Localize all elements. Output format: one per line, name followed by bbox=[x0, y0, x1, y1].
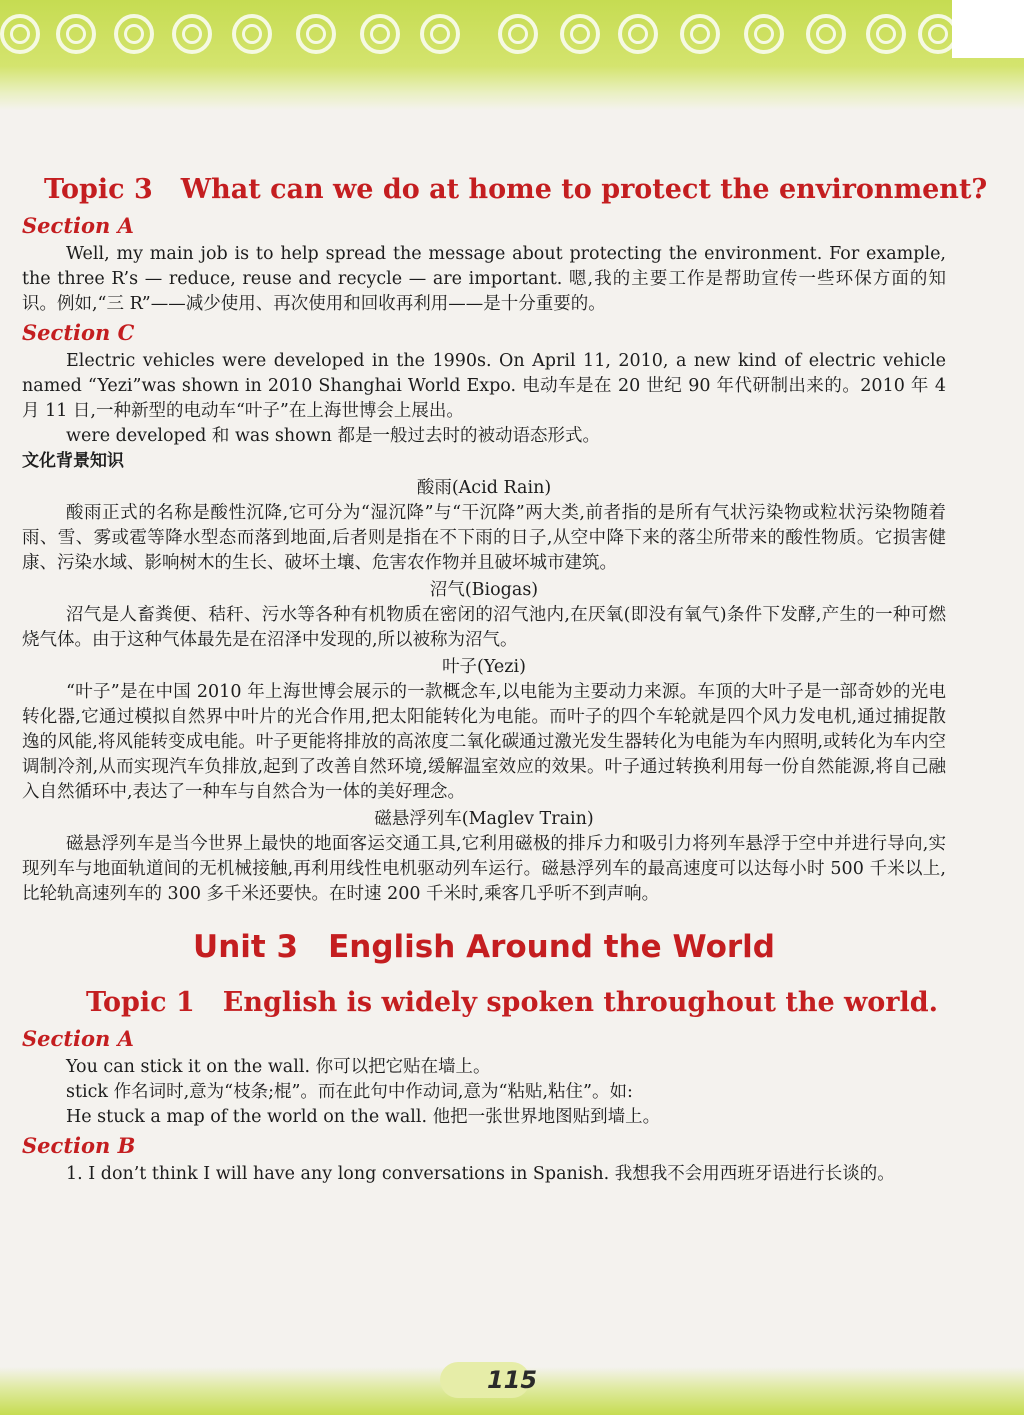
circle-decoration bbox=[744, 14, 784, 54]
circle-decoration bbox=[0, 14, 40, 54]
topic-1-heading bbox=[86, 983, 946, 1023]
topic-number: Topic 1 bbox=[86, 987, 195, 1018]
decorative-circles bbox=[0, 14, 960, 62]
section-b-label: Section B bbox=[22, 1133, 136, 1158]
section-b-line: 1. I don’t think I will have any long conversations in Spanish. 我想我不会用西班牙语进行长谈的。 bbox=[66, 1164, 895, 1184]
circle-decoration bbox=[498, 14, 538, 54]
acid-rain-text: 酸雨正式的名称是酸性沉降,它可分为“湿沉降”与“干沉降”两大类,前者指的是所有气状污染物或粒状污染物随着雨、雪、雾或雹等降水型态而落到地面,后者则是指在不下雨的日子,从空中降下来的落尘所带来的酸性物质。它损害健康、污染水域、影响树木的生长、破坏土壤、危害农作物并且破坏城市建筑。 bbox=[22, 503, 946, 573]
circle-decoration bbox=[114, 14, 154, 54]
section-a-line: You can stick it on the wall. 你可以把它贴在墙上。 bbox=[66, 1057, 491, 1077]
yezi-title: 叶子(Yezi) bbox=[442, 657, 526, 677]
circle-decoration bbox=[560, 14, 600, 54]
page-content bbox=[22, 170, 988, 1187]
top-decorative-band bbox=[0, 0, 1024, 110]
section-c-note: were developed 和 was shown 都是一般过去时的被动语态形式。 bbox=[66, 426, 600, 446]
circle-decoration bbox=[296, 14, 336, 54]
maglev-text: 磁悬浮列车是当今世界上最快的地面客运交通工具,它利用磁极的排斥力和吸引力将列车悬浮于空中并进行导向,实现列车与地面轨道间的无机械接触,再利用线性电机驱动列车运行。磁悬浮列车的最高速度可以达每小时 500 千米以上,比轮轨高速列车的 300 多千米还要快。在时速 200 千米时,乘客几乎听不到声响。 bbox=[22, 834, 946, 904]
corner-patch bbox=[952, 0, 1024, 58]
circle-decoration bbox=[618, 14, 658, 54]
topic-number: Topic 3 bbox=[44, 174, 153, 205]
circle-decoration bbox=[232, 14, 272, 54]
acid-rain-title: 酸雨(Acid Rain) bbox=[416, 478, 552, 498]
unit-3-heading bbox=[22, 925, 946, 969]
biogas-title: 沼气(Biogas) bbox=[429, 580, 539, 600]
circle-decoration bbox=[680, 14, 720, 54]
circle-decoration bbox=[420, 14, 460, 54]
yezi-text: “叶子”是在中国 2010 年上海世博会展示的一款概念车,以电能为主要动力来源。车顶的大叶子是一部奇妙的光电转化器,它通过模拟自然界中叶片的光合作用,把太阳能转化为电能。而叶子的四个车轮就是四个风力发电机,通过捕捉散逸的风能,将风能转变成电能。叶子更能将排放的高浓度二氧化碳通过激光发生器转化为电能为车内照明,或转化为车内空调制冷剂,从而实现汽车负排放,起到了改善自然环境,缓解温室效应的效果。叶子通过转换利用每一份自然能源,将自己融入自然循环中,表达了一种车与自然合为一体的美好理念。 bbox=[22, 682, 946, 802]
section-a-label: Section A bbox=[22, 213, 134, 238]
circle-decoration bbox=[806, 14, 846, 54]
biogas-text: 沼气是人畜粪便、秸秆、污水等各种有机物质在密闭的沼气池内,在厌氧(即没有氧气)条件下发酵,产生的一种可燃烧气体。由于这种气体最先是在沼泽中发现的,所以被称为沼气。 bbox=[22, 605, 946, 650]
topic-title: English is widely spoken throughout the world. bbox=[222, 987, 939, 1018]
unit-title: English Around the World bbox=[328, 929, 775, 965]
topic-title: What can we do at home to protect the environment? bbox=[180, 174, 988, 205]
culture-heading: 文化背景知识 bbox=[22, 451, 124, 471]
maglev-title: 磁悬浮列车(Maglev Train) bbox=[374, 809, 594, 829]
section-a-label: Section A bbox=[22, 1026, 134, 1051]
unit-number: Unit 3 bbox=[193, 929, 299, 965]
circle-decoration bbox=[172, 14, 212, 54]
section-c-paragraph: Electric vehicles were developed in the 1990s. On April 11, 2010, a new kind of electric vehicle named “Yezi”was shown in 2010 Shanghai World Expo. 电动车是在 20 世纪 90 年代研制出来的。2010 年 4 月 11 日,一种新型的电动车“叶子”在上海世博会上展出。 bbox=[22, 351, 946, 421]
section-a-line: He stuck a map of the world on the wall. 他把一张世界地图贴到墙上。 bbox=[66, 1107, 661, 1127]
topic-3-heading bbox=[44, 170, 988, 210]
circle-decoration bbox=[56, 14, 96, 54]
circle-decoration bbox=[360, 14, 400, 54]
section-c-label: Section C bbox=[22, 320, 135, 345]
section-a-paragraph: Well, my main job is to help spread the message about protecting the environment. For example, the three R’s — reduce, reuse and recycle — are important. 嗯,我的主要工作是帮助宣传一些环保方面的知识。例如,“三 R”——减少使用、再次使用和回收再利用——是十分重要的。 bbox=[22, 244, 946, 314]
section-a-line: stick 作名词时,意为“枝条;棍”。而在此句中作动词,意为“粘贴,粘住”。如: bbox=[66, 1082, 633, 1102]
circle-decoration bbox=[866, 14, 906, 54]
page-number: 115 bbox=[486, 1366, 538, 1394]
